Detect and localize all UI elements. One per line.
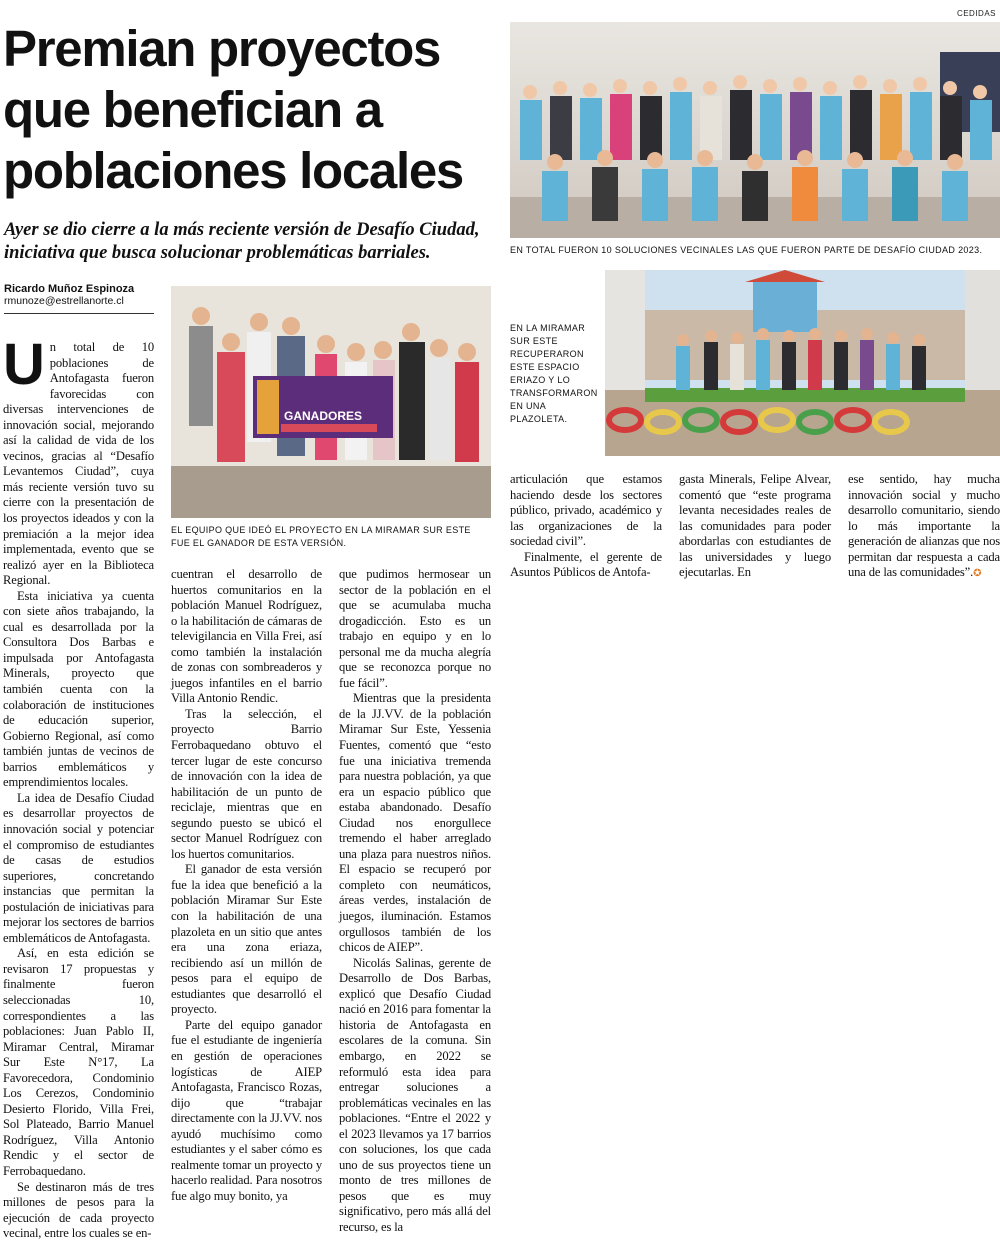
paragraph: Esta iniciativa ya cuenta con siete años trabajando, la cual es desarrollada por la Consultora Dos Barbas e impulsada por Antofagasta Minerals, proyecto que también cuenta con la colaboración de instituciones de educación superior, Gobierno Regional, así como también juntas de vecinos de barrios emblemáticos y emprendimientos locales. bbox=[3, 588, 154, 790]
caption-team-photo: EL EQUIPO QUE IDEÓ EL PROYECTO EN LA MIRAMAR SUR ESTE FUE EL GANADOR DE ESTA VERSIÓN. bbox=[171, 525, 471, 548]
paragraph: Mientras que la presidenta de la JJ.VV. de la población Miramar Sur Este, Yessenia Fuentes, comentó que “esto fue una iniciativa tremenda para nuestra población, ya que era un espacio público que estaba abandonado. Desafío Ciudad nos enorgullece tremendo el haber arreglado una plaza para nuestros niños. El espacio se recuperó por completo con neumáticos, áreas verdes, instalación de juegos, iluminación. Estamos orgullosos también de los chicos de AIEP”. bbox=[339, 691, 491, 955]
plaza-photo bbox=[605, 270, 1000, 456]
team-photo bbox=[171, 286, 491, 518]
paragraph: que pudimos hermosear un sector de la población en el que se acumulaba mucha drogadicción. Esto es un trabajo en equipo y en lo personal me da mucha alegría que se reconozca porque no fue fácil”. bbox=[339, 567, 491, 690]
caption-plaza-photo: EN LA MIRAMAR SUR ESTE RECUPERARON ESTE ESPACIO ERIAZO Y LO TRANSFORMARON EN UNA PLAZOLETA. bbox=[510, 323, 598, 424]
paragraph: Se destinaron más de tres millones de pesos para la ejecución de cada proyecto vecinal, entre los cuales se en- bbox=[3, 1179, 154, 1241]
paragraph: Así, en esta edición se revisaron 17 propuestas y finalmente fueron seleccionadas 10, correspondientes a las poblaciones: Juan Pablo II, Miramar Central, Miramar Sur Este N°17, La Favorecedora, Condominio Los Cerezos, Condominio Desierto Florido, Villa Frei, Sol Plateado, Barrio Manuel Rodríguez, Villa Antonio Rendic y el sector de Ferrobaquedano. bbox=[3, 946, 154, 1178]
paragraph: Parte del equipo ganador fue el estudiante de ingeniería en gestión de operaciones logísticas de AIEP Antofagasta, Francisco Rozas, dijo que “trabajar directamente con la JJ.VV. nos ayudó muchísimo como estudiantes y el saber cómo es realmente tomar un proyecto y hacerlo realidad. Para nosotros fue algo muy bonito, ya bbox=[171, 1017, 322, 1203]
paragraph bbox=[848, 472, 1000, 582]
paragraph-text: ese sentido, hay mucha innovación social y mucho desarrollo comunitario, siendo lo más importante la generación de alianzas que nos permitan dar respuesta a cada una de las comunidades”. bbox=[848, 472, 1000, 580]
section-label: CEDIDAS bbox=[956, 9, 996, 18]
paragraph: La idea de Desafío Ciudad es desarrollar proyectos de innovación social y potenciar el compromiso de estudiantes de casas de estudios superiores, concretando instancias que permitan la postulación de iniciativas para mejorar los sectores de barrios emblemáticos de Antofagasta. bbox=[3, 790, 154, 945]
paragraph: gasta Minerals, Felipe Alvear, comentó que “este programa levanta necesidades reales de las comunidades para poder abordarlas con estudiantes de las universidades y luego ejecutarlas. En bbox=[679, 472, 831, 580]
body-column-6 bbox=[848, 472, 1000, 592]
paragraph: articulación que estamos haciendo desde los sectores público, privado, académico y las organizaciones de la sociedad civil”. bbox=[510, 472, 662, 549]
banner-text: GANADORES bbox=[283, 409, 363, 423]
paragraph: El ganador de esta versión fue la idea que benefició a la población Miramar Sur Este con la habilitación de una plazoleta en un sitio que antes era una zona eriaza, recibiendo así un millón de pesos para el equipo de estudiantes que desarrolló el proyecto. bbox=[171, 862, 322, 1017]
group-photo-top bbox=[510, 22, 1000, 238]
paragraph: Nicolás Salinas, gerente de Desarrollo de Dos Barbas, explicó que Desafío Ciudad nació en 2016 para fomentar la historia de Antofagasta en escolares de la comuna. Sin embargo, en 2022 se reformuló esta idea para entregar soluciones a problemáticas vecinales en las poblaciones. “Entre el 2022 y el 2023 llevamos ya 17 barrios con soluciones, los que cada uno de sus proyectos tiene un monto de tres millones de pesos que es muy significativo, pero más allá del recurso, es la bbox=[339, 955, 491, 1234]
paragraph: Tras la selección, el proyecto Barrio Ferrobaquedano obtuvo el tercer lugar de este concurso de innovación con la idea de habilitación de un punto de reciclaje, mientras que en segundo puesto se ubicó el sector Manuel Rodríguez con los huertos comunitarios. bbox=[171, 706, 322, 861]
headline: Premian proyectos que benefician a poblaciones locales bbox=[3, 20, 463, 199]
paragraph: Finalmente, el gerente de Asuntos Públicos de Antofa- bbox=[510, 549, 662, 580]
paragraph: n total de 10 poblaciones de Antofagasta fueron favorecidas con diversas intervenciones de innovación social, mejorando así la calidad de vida de los vecinos, gracias al “Desafío Levantemos Ciudad”, cuya más reciente versión tuvo su cierre con la presentación de los proyectos ideados y con la premiación a la mejor idea implementada, evento que se realizó ayer en la Biblioteca Regional. bbox=[3, 340, 154, 588]
subheadline: Ayer se dio cierre a la más reciente versión de Desafío Ciudad, iniciativa que busca solucionar problemáticas barriales. bbox=[4, 220, 480, 263]
body-column-2 bbox=[171, 567, 322, 1224]
byline bbox=[4, 283, 154, 314]
body-column-1 bbox=[3, 332, 154, 1241]
caption-top-photo: EN TOTAL FUERON 10 SOLUCIONES VECINALES LAS QUE FUERON PARTE DE DESAFÍO CIUDAD 2023. bbox=[510, 245, 983, 255]
paragraph: cuentran el desarrollo de huertos comunitarios en la población Manuel Rodríguez, o la habilitación de cámaras de televigilancia en Villa Frei, así como también la instalación de zonas con sombreaderos y juegos infantiles en el barrio Villa Antonio Rendic. bbox=[171, 567, 322, 706]
body-column-5 bbox=[679, 472, 831, 592]
end-mark-icon: ✪ bbox=[973, 568, 982, 580]
author-email: rmunoze@estrellanorte.cl bbox=[4, 295, 124, 307]
body-column-3 bbox=[339, 567, 491, 1234]
byline-divider bbox=[4, 313, 154, 314]
drop-cap: U bbox=[3, 332, 45, 397]
body-column-4 bbox=[510, 472, 662, 592]
author-name: Ricardo Muñoz Espinoza bbox=[4, 283, 135, 295]
